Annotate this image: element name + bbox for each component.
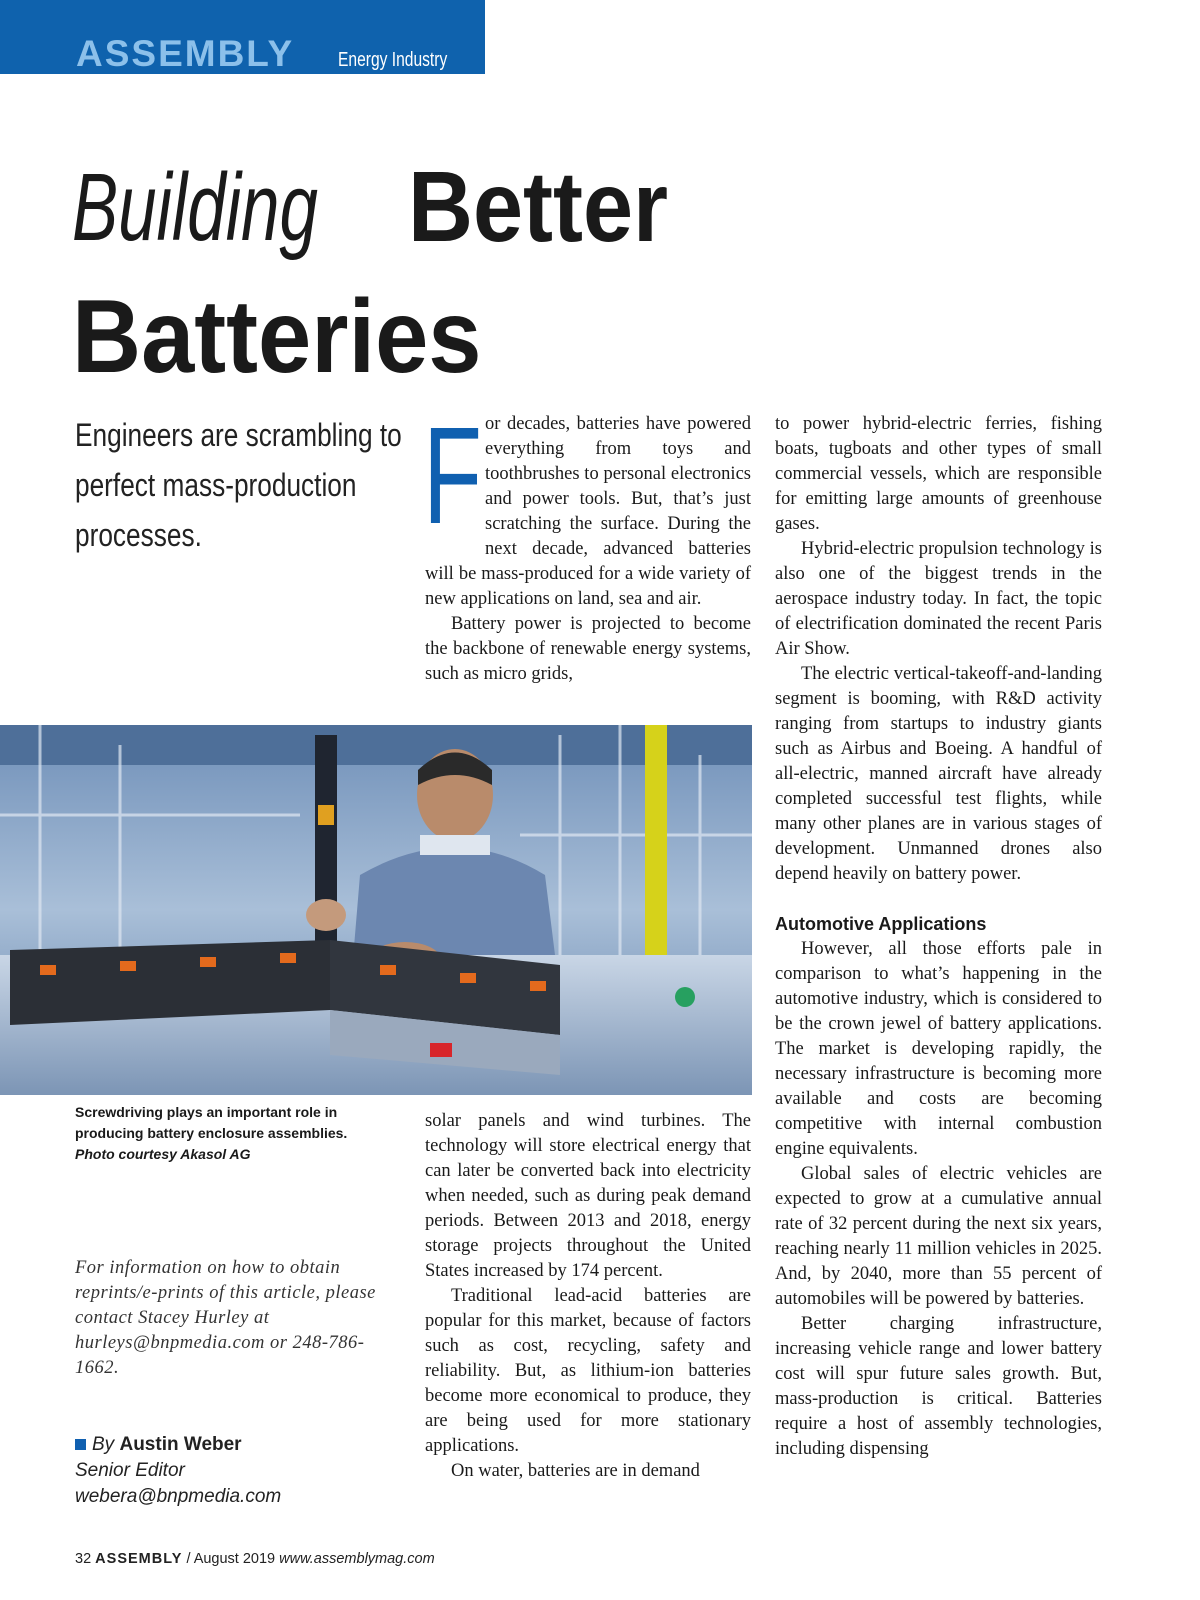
paragraph: However, all those efforts pale in comparison to what’s happening in the automotive industry, which is considered to be the crown jewel of battery applications. The market is developing rapidly, the necessary infrastructure is becoming more available and costs are becoming competitive with internal combustion engine equivalents. bbox=[775, 939, 1102, 1159]
article-photo bbox=[0, 725, 752, 1095]
footer-issue: / August 2019 bbox=[186, 1551, 276, 1567]
column-2-bottom bbox=[425, 1109, 751, 1484]
paragraph bbox=[423, 399, 751, 612]
byline-by: By bbox=[92, 1434, 115, 1455]
paragraph-text: or decades, batteries have powered everything from toys and toothbrushes to personal electronics and power tools. But, that’s just scratching the surface. During the next decade, advanced batteries will be mass-produced for a wide variety of new applications on land, sea and air. bbox=[425, 414, 751, 609]
magazine-brand: ASSEMBLY bbox=[76, 33, 295, 74]
battery-assembly-photo bbox=[0, 725, 752, 1095]
title-italic-word: Building bbox=[72, 154, 318, 261]
byline-square-icon bbox=[75, 1439, 86, 1450]
paragraph: Traditional lead-acid batteries are popular for this market, because of factors such as cost, recycling, safety and reliability. But, as lithium-ion batteries become more economical to produce, they are being used for more stationary applications. bbox=[425, 1286, 751, 1456]
paragraph: On water, batteries are in demand bbox=[451, 1461, 700, 1481]
author-email[interactable]: webera@bnpmedia.com bbox=[75, 1486, 282, 1507]
article-title-line1 bbox=[72, 150, 697, 265]
photo-caption bbox=[75, 1102, 395, 1165]
article-deck: Engineers are scrambling to perfect mass-production processes. bbox=[75, 417, 402, 553]
byline bbox=[75, 1432, 395, 1510]
footer-magazine: ASSEMBLY bbox=[95, 1551, 183, 1567]
title-bold-word: Better bbox=[408, 151, 669, 263]
paragraph: Hybrid-electric propulsion technology is also one of the biggest trends in the aerospace industry today. In fact, the topic of electrification dominated the recent Paris Air Show. bbox=[775, 539, 1102, 659]
section-subhead: Automotive Applications bbox=[775, 914, 987, 934]
photo-credit: Photo courtesy Akasol AG bbox=[75, 1146, 251, 1162]
article-title-line2: Batteries bbox=[72, 279, 482, 395]
section-label: Energy Industry bbox=[338, 49, 448, 71]
column-3 bbox=[775, 412, 1102, 1462]
caption-text: Screwdriving plays an important role in producing battery enclosure assemblies. bbox=[75, 1104, 348, 1141]
column-2-top bbox=[423, 399, 751, 687]
paragraph: Battery power is projected to become the backbone of renewable energy systems, such as micro grids, bbox=[425, 614, 751, 684]
paragraph: Better charging infrastructure, increasing vehicle range and lower battery cost will spur future sales growth. But, mass-production is critical. Batteries require a host of assembly technologies, including dispensing bbox=[775, 1314, 1102, 1459]
dropcap: F bbox=[423, 399, 483, 553]
page-number: 32 bbox=[75, 1551, 92, 1567]
author-name: Austin Weber bbox=[119, 1434, 242, 1455]
author-role: Senior Editor bbox=[75, 1460, 185, 1481]
page-footer bbox=[75, 1551, 435, 1567]
paragraph: solar panels and wind turbines. The technology will store electrical energy that can later be converted back into electricity when needed, such as during peak demand periods. Between 2013 and 2018, energy storage projects throughout the United States increased by 174 percent. bbox=[425, 1111, 751, 1281]
paragraph: Global sales of electric vehicles are expected to grow at a cumulative annual rate of 32 percent during the next six years, reaching nearly 11 million vehicles in 2025. And, by 2040, more than 55 percent of automobiles will be powered by batteries. bbox=[775, 1164, 1102, 1309]
paragraph: The electric vertical-takeoff-and-landing segment is booming, with R&D activity ranging from startups to industry giants such as Airbus and Boeing. A handful of all-electric, manned aircraft have already completed successful test flights, while many other planes are in various stages of development. Unmanned drones also depend heavily on battery power. bbox=[775, 664, 1102, 884]
reprint-info: For information on how to obtain reprints/e-prints of this article, please contact Stacey Hurley at hurleys@bnpmedia.com or 248-786-1662. bbox=[75, 1258, 376, 1378]
paragraph: to power hybrid-electric ferries, fishing boats, tugboats and other types of small commercial vessels, which are responsible for emitting large amounts of greenhouse gases. bbox=[775, 414, 1102, 534]
footer-url[interactable]: www.assemblymag.com bbox=[279, 1551, 435, 1567]
